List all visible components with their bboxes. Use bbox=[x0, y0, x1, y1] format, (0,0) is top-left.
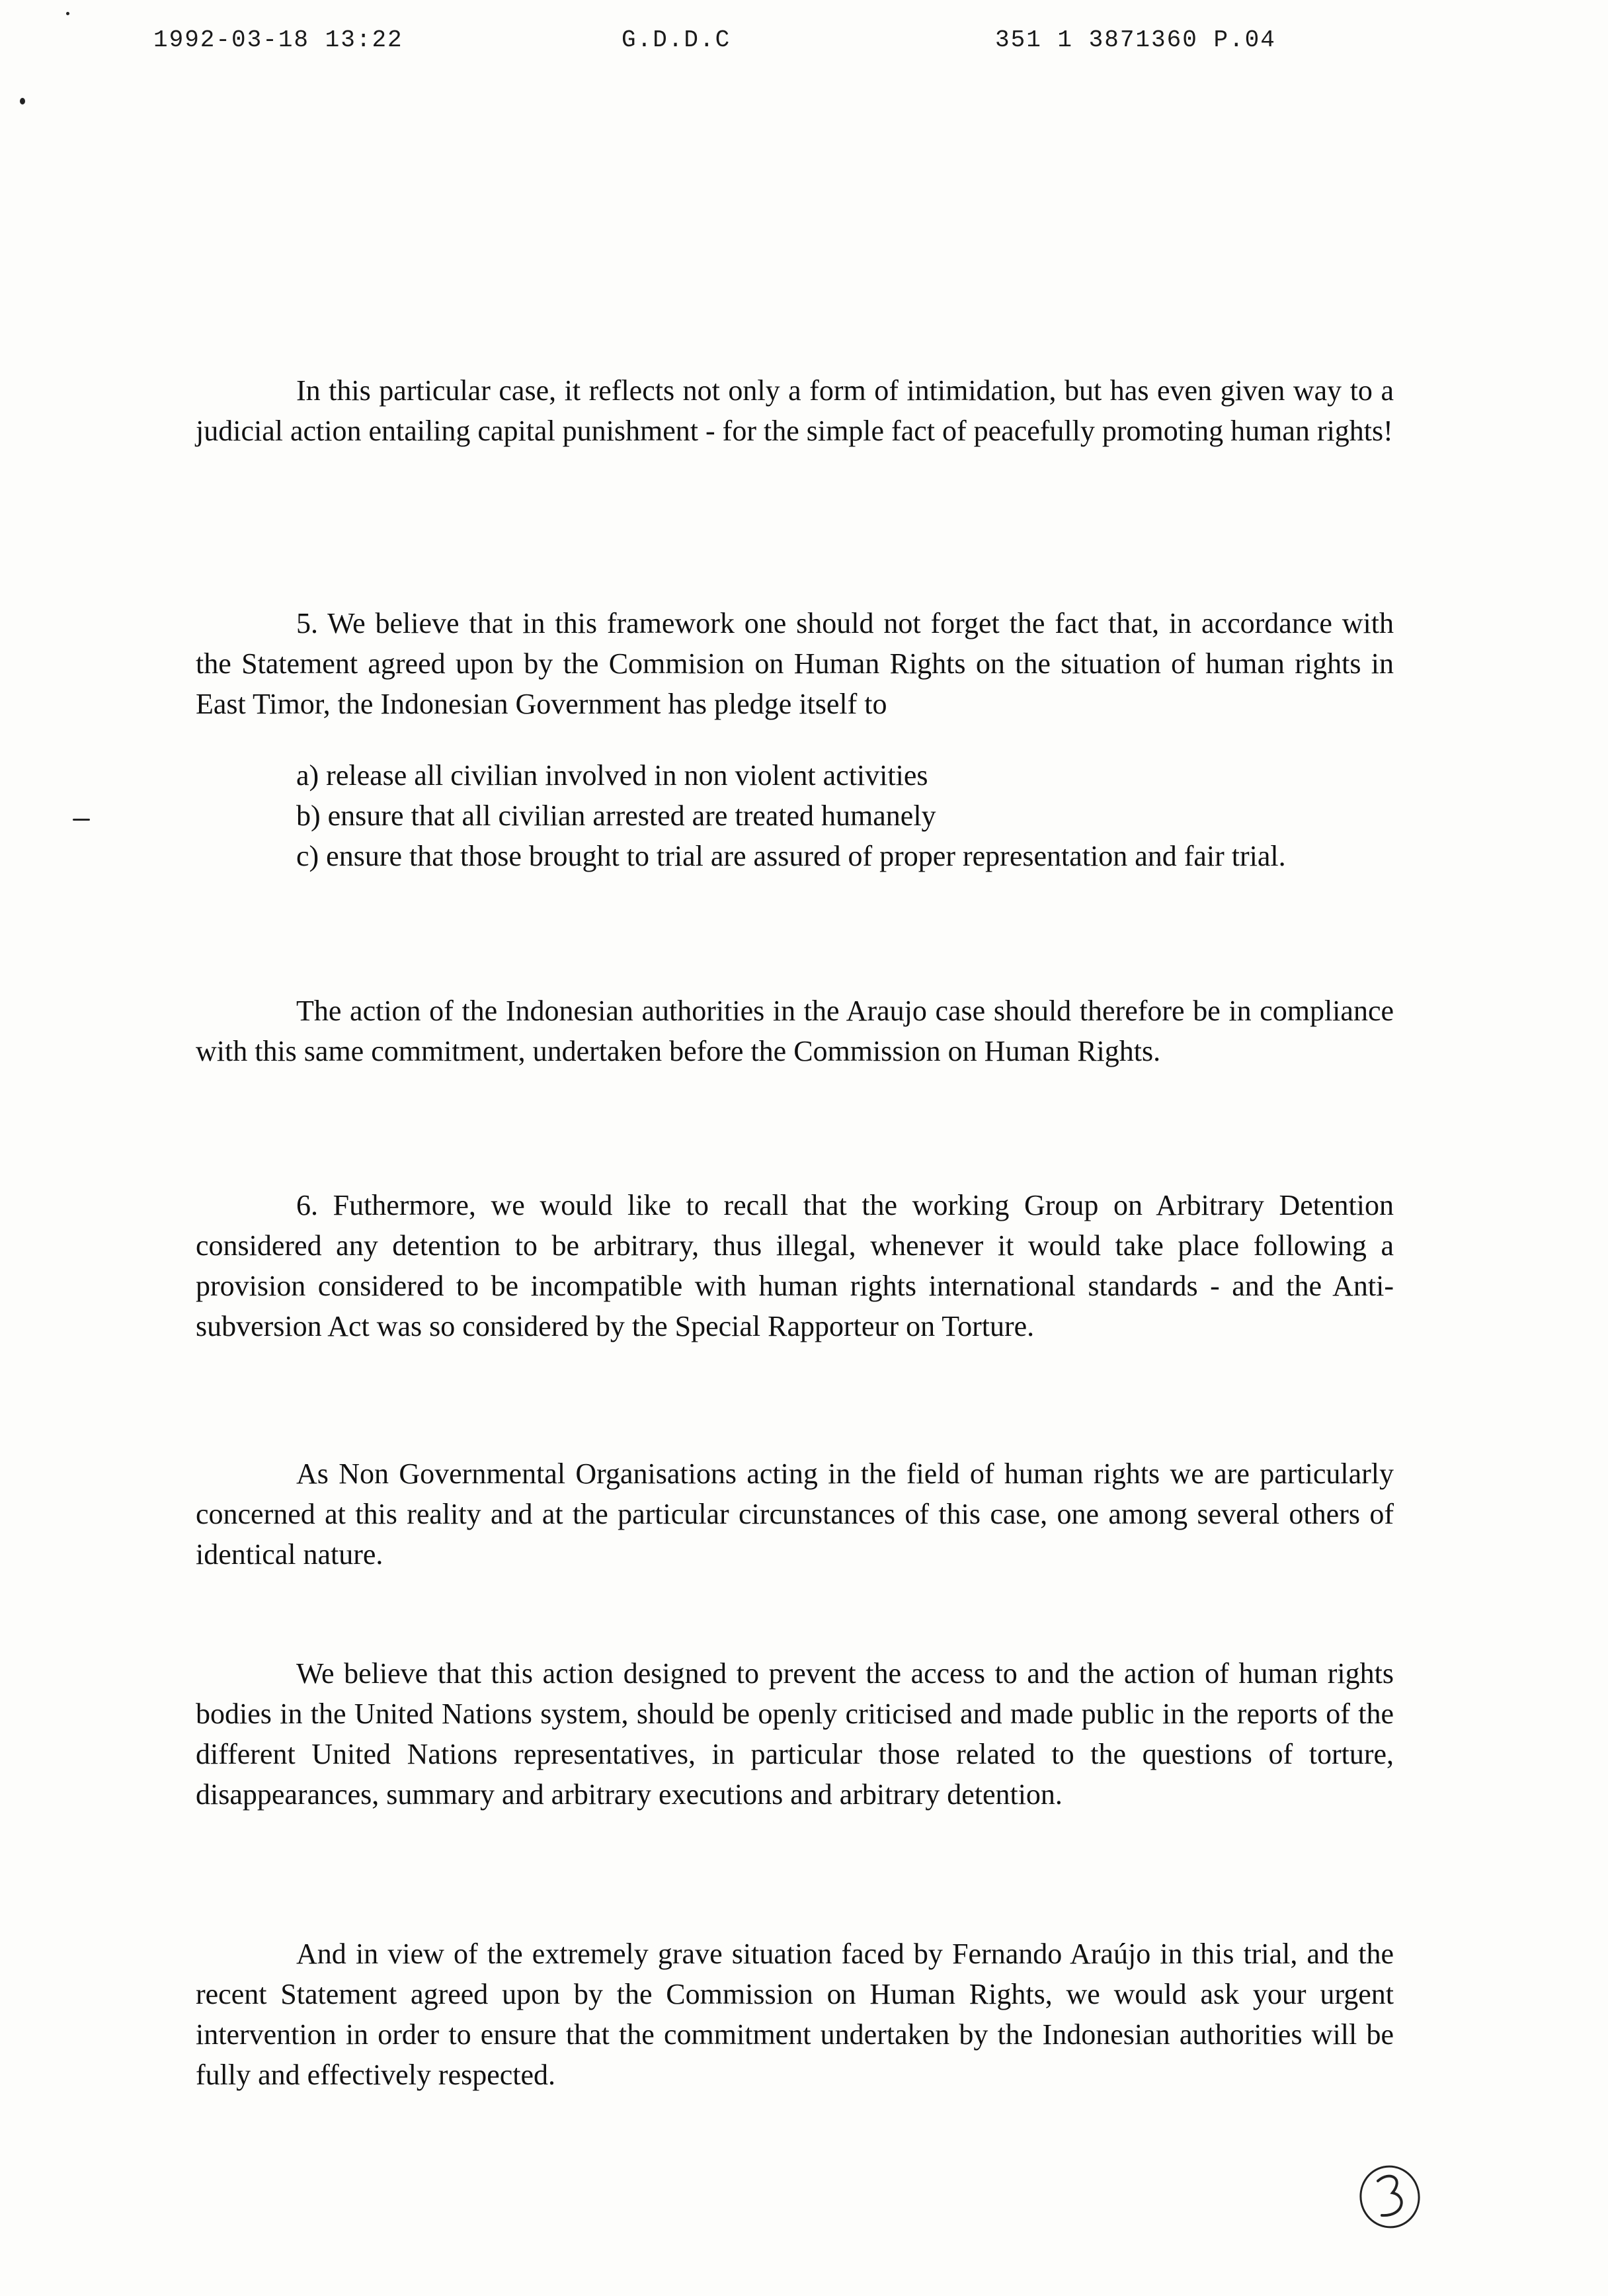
paragraph-intimidation: In this particular case, it reflects not only a form of intimidation, but has even given way to a judicial action entailing capital punishment - for the simple fact of peacefully promoting human rights! bbox=[196, 374, 1394, 447]
paragraph-5-statement: 5. We believe that in this framework one should not forget the fact that, in accordance with the Statement agreed upon by the Commision on Human Rights on the situation of human rights in East Timor, the Indonesian Government has pledge itself to bbox=[196, 607, 1394, 720]
scan-speck bbox=[20, 98, 25, 104]
handwritten-page-number bbox=[1349, 2156, 1428, 2235]
commitment-item-b: b) ensure that all civilian arrested are treated humanely bbox=[296, 800, 936, 832]
commitment-item-a: a) release all civilian involved in non violent activities bbox=[296, 759, 928, 792]
paragraph-6-arbitrary-detention: 6. Futhermore, we would like to recall that the working Group on Arbitrary Detention considered any detention to be arbitrary, thus illegal, whenever it would take place following a provision considered to be incompatible with human rights international standards - and the Anti-subversion Act was so considered by the Special Rapporteur on Torture. bbox=[196, 1189, 1394, 1342]
paragraph-urgent-request: And in view of the extremely grave situation faced by Fernando Araújo in this trial, and the recent Statement agreed upon by the Commission on Human Rights, we would ask your urgent intervention in order to ensure that the commitment undertaken by the Indonesian authorities will be fully and effectively respected. bbox=[196, 1938, 1394, 2091]
scan-speck bbox=[73, 819, 90, 821]
scan-speck bbox=[66, 12, 69, 15]
fax-number-page: 351 1 3871360 P.04 bbox=[995, 26, 1276, 54]
fax-datetime: 1992-03-18 13:22 bbox=[153, 26, 403, 54]
paragraph-un-bodies: We believe that this action designed to prevent the access to and the action of human rights bodies in the United Nations system, should be openly criticised and made public in the reports of the different United Nations representatives, in particular those related to the questions of torture, disappearances, summary and arbitrary executions and arbitrary detention. bbox=[196, 1657, 1394, 1811]
commitments-list bbox=[296, 755, 1394, 876]
paragraph-araujo-action: The action of the Indonesian authorities in the Araujo case should therefore be in compliance with this same commitment, undertaken before the Commission on Human Rights. bbox=[196, 995, 1394, 1067]
commitment-item-c: c) ensure that those brought to trial are assured of proper representation and fair trial. bbox=[296, 840, 1286, 872]
fax-header bbox=[0, 26, 1608, 66]
paragraph-ngo-concern: As Non Governmental Organisations acting in the field of human rights we are particularly concerned at this reality and at the particular circunstances of this case, one among several others of identical nature. bbox=[196, 1457, 1394, 1571]
fax-sender: G.D.D.C bbox=[622, 26, 731, 54]
